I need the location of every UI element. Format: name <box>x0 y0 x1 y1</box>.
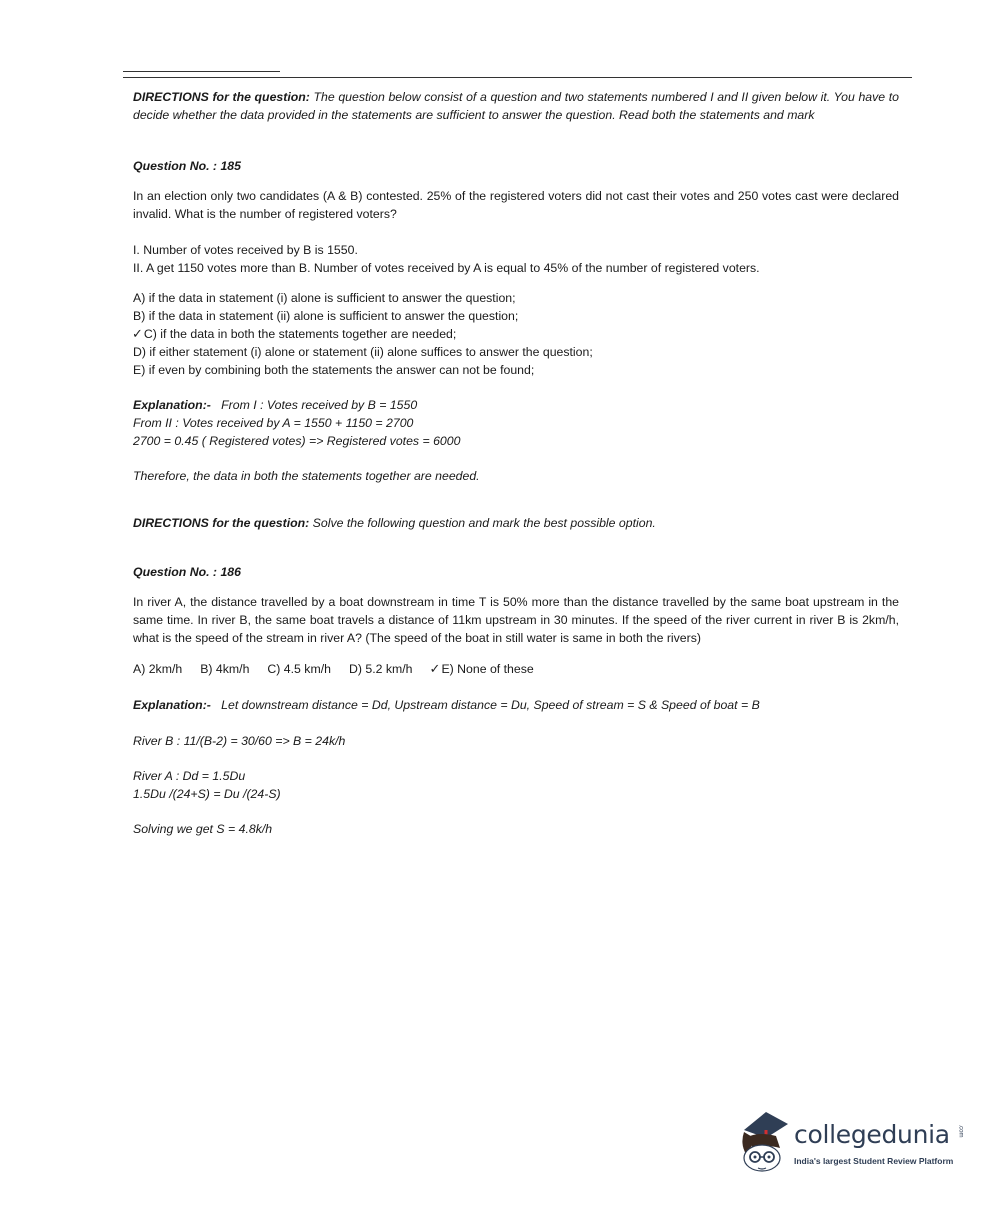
option-186-c: C) 4.5 km/h <box>267 662 331 676</box>
explanation-label: Explanation:- <box>133 698 211 712</box>
option-186-b: B) 4km/h <box>200 662 250 676</box>
question-text-186: In river A, the distance travelled by a boat downstream in time T is 50% more than the distance travelled by the same boat upstream in the same time. In river B, the same boat travels a distance of 11km upstream in 30 minutes. If the speed of the river current in river B is 2km/h, what is the speed of the stream in river A? (The speed of the boat in still water is same in both the rivers) <box>133 595 899 645</box>
conclusion-185: Therefore, the data in both the statements together are needed. <box>133 469 480 483</box>
statement-2: II. A get 1150 votes more than B. Number of votes received by A is equal to 45% of the number of registered voters. <box>133 261 760 275</box>
document-body <box>133 88 899 838</box>
explanation-185 <box>133 396 899 450</box>
question-number-186: Question No. : 186 <box>133 565 241 579</box>
explanation-186: Explanation:- Let downstream distance = Dd, Upstream distance = Du, Speed of stream = S & Speed of boat = B <box>133 698 760 712</box>
collegedunia-logo <box>736 1108 968 1180</box>
option-185-b: B) if the data in statement (ii) alone is sufficient to answer the question; <box>133 309 519 323</box>
option-185-c: ✓C) if the data in both the statements together are needed; <box>132 326 457 341</box>
explanation-label: Explanation:- <box>133 398 211 412</box>
checkmark-icon: ✓ <box>132 326 143 341</box>
logo-suffix: .com <box>957 1124 964 1138</box>
solution-line: Solving we get S = 4.8k/h <box>133 822 273 836</box>
option-186-d: D) 5.2 km/h <box>348 662 413 676</box>
option-186-a: A) 2km/h <box>133 662 183 676</box>
river-a-line: River A : Dd = 1.5Du <box>133 769 246 783</box>
options-186 <box>133 660 899 678</box>
river-b-line: River B : 11/(B-2) = 30/60 => B = 24k/h <box>133 734 346 748</box>
header-rule-short <box>123 71 280 72</box>
statement-1: I. Number of votes received by B is 1550. <box>133 243 358 257</box>
explanation-line: 2700 = 0.45 ( Registered votes) => Registered votes = 6000 <box>133 434 461 448</box>
directions-186: DIRECTIONS for the question: Solve the following question and mark the best possible option. <box>133 516 656 530</box>
mascot-icon <box>736 1108 796 1180</box>
explanation-line: From II : Votes received by A = 1550 + 1150 = 2700 <box>133 416 414 430</box>
directions-185: DIRECTIONS for the question: The question below consist of a question and two statements numbered I and II given below it. You have to decide whether the data provided in the statements are sufficient to answer the question. Read both the statements and mark <box>133 90 899 122</box>
question-text-185: In an election only two candidates (A & B) contested. 25% of the registered voters did not cast their votes and 250 votes cast were declared invalid. What is the number of registered voters? <box>133 189 899 221</box>
river-a-equation: 1.5Du /(24+S) = Du /(24-S) <box>133 787 281 801</box>
checkmark-icon: ✓ <box>429 661 441 676</box>
logo-tagline: India's largest Student Review Platform <box>794 1156 954 1166</box>
logo-wordmark: collegedunia <box>794 1120 950 1149</box>
option-186-e: ✓E) None of these <box>429 661 534 676</box>
explanation-line: From I : Votes received by B = 1550 <box>221 398 418 412</box>
option-185-a: A) if the data in statement (i) alone is sufficient to answer the question; <box>133 291 516 305</box>
header-rule <box>123 77 912 78</box>
option-185-e: E) if even by combining both the statements the answer can not be found; <box>133 363 535 377</box>
option-185-d: D) if either statement (i) alone or statement (ii) alone suffices to answer the question; <box>133 345 593 359</box>
question-number-185: Question No. : 185 <box>133 159 241 173</box>
options-185 <box>133 289 899 379</box>
